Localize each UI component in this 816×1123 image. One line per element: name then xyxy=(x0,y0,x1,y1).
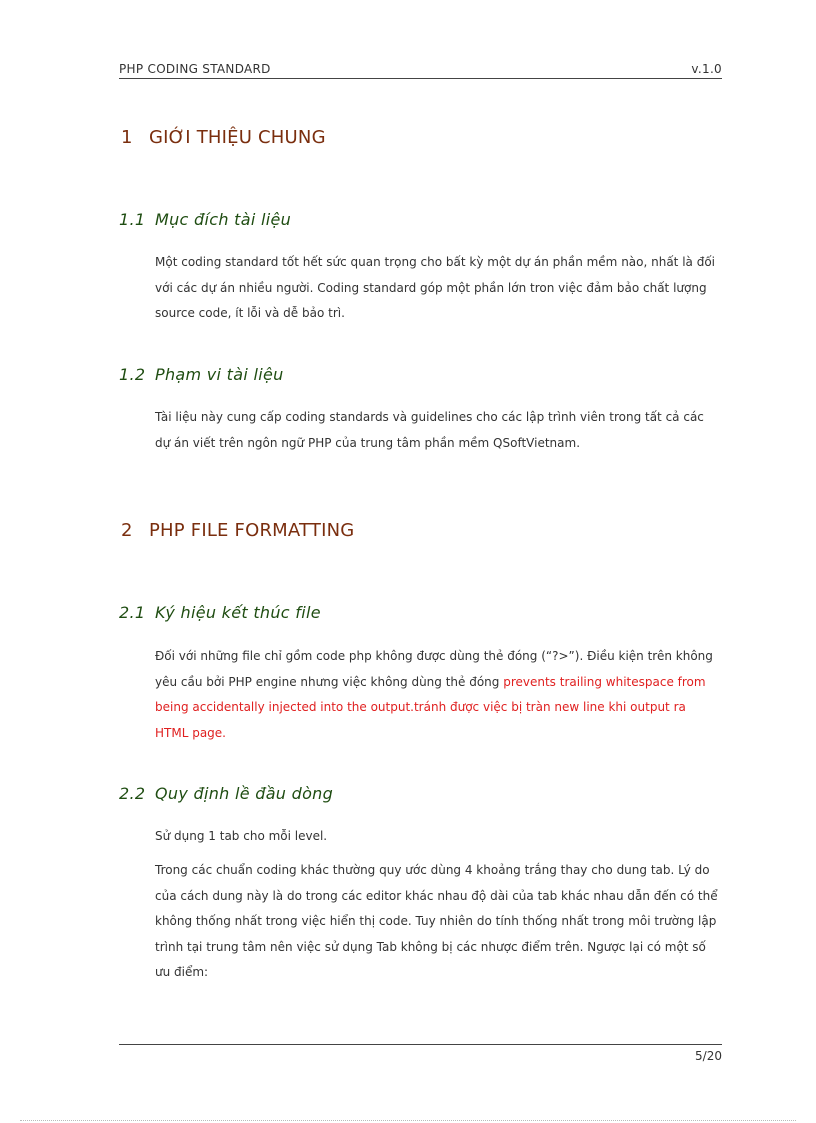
footer-rule xyxy=(119,1044,722,1045)
header-title: PHP CODING STANDARD xyxy=(119,62,271,76)
section-number: 2.1 xyxy=(119,603,146,622)
page-header xyxy=(119,60,722,79)
section-2-2-heading xyxy=(119,784,333,803)
paragraph: Một coding standard tốt hết sức quan trọng cho bất kỳ một dự án phần mềm nào, nhất là đối với các dự án nhiều người. Coding standard góp một phần lớn tron việc đảm bảo chất lượng source code, ít lỗi và dễ bảo trì. xyxy=(155,255,715,320)
section-title: Phạm vi tài liệu xyxy=(155,365,284,384)
paragraph: Sử dụng 1 tab cho mỗi level. xyxy=(155,829,328,843)
section-1-1-heading xyxy=(119,210,291,229)
section-number: 2.2 xyxy=(119,784,146,803)
highlighted-text: prevents trailing whitespace from being accidentally injected into the output.tránh được việc bị tràn new line khi output ra HTML page. xyxy=(155,674,706,740)
paragraph: Trong các chuẩn coding khác thường quy ước dùng 4 khoảng trắng thay cho dung tab. Lý do của cách dung này là do trong các editor khác nhau độ dài của tab khác nhau dẫn đến có thể không thống nhất trong việc hiển thị code. Tuy nhiên do tính thống nhất trong môi trường lập trình tại trung tâm nên việc sử dụng Tab không bị các nhược điểm trên. Ngược lại có một số ưu điểm: xyxy=(155,863,718,979)
section-number: 1.1 xyxy=(119,210,146,229)
paragraph xyxy=(155,644,721,746)
section-1-heading xyxy=(121,127,326,148)
page-edge-divider xyxy=(20,1120,796,1121)
section-title: Quy định lề đầu dòng xyxy=(155,784,334,803)
section-2-1-heading xyxy=(119,603,321,622)
paragraph-text: Đối với những file chỉ gồm code php không được dùng thẻ đóng (“?>”). Điều kiện trên không yêu cầu bởi PHP engine nhưng việc không dùng thẻ đóng xyxy=(155,649,713,689)
section-title: Mục đích tài liệu xyxy=(155,210,292,229)
section-title: Ký hiệu kết thúc file xyxy=(155,603,321,622)
section-2-heading xyxy=(121,520,354,541)
section-number: 1.2 xyxy=(119,365,146,384)
section-number: 2 xyxy=(121,520,133,541)
section-title: PHP FILE FORMATTING xyxy=(149,520,355,541)
header-version: v.1.0 xyxy=(691,62,722,76)
section-title: GIỚI THIỆU CHUNG xyxy=(149,127,326,148)
section-number: 1 xyxy=(121,127,133,148)
paragraph: Tài liệu này cung cấp coding standards và guidelines cho các lập trình viên trong tất cả các dự án viết trên ngôn ngữ PHP của trung tâm phần mềm QSoftVietnam. xyxy=(155,410,704,450)
section-1-2-heading xyxy=(119,365,284,384)
page-number: 5/20 xyxy=(695,1049,722,1063)
